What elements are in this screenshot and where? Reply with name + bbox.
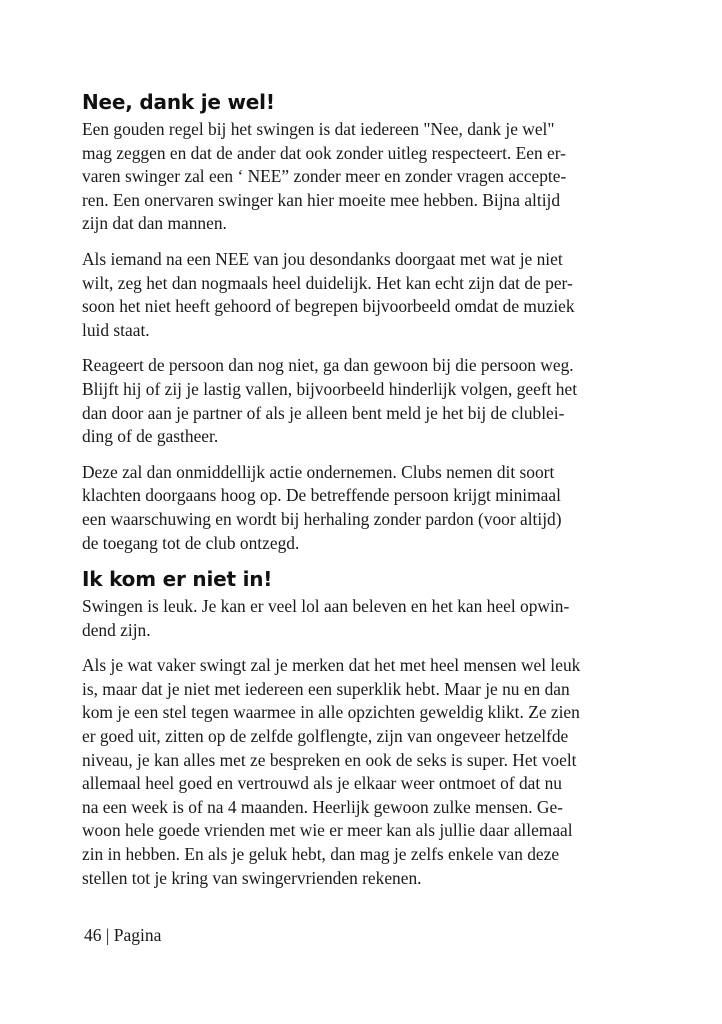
text-line: Een gouden regel bij het swingen is dat iedereen "Nee, dank je wel" xyxy=(82,119,555,139)
text-line: Als je wat vaker swingt zal je merken dat het met heel mensen wel leuk xyxy=(82,655,581,676)
paragraph xyxy=(82,118,642,236)
text-line: niveau, je kan alles met ze bespreken en ook de seks is super. Het voelt xyxy=(82,749,577,770)
text-line: dend zijn. xyxy=(82,619,151,640)
paragraph xyxy=(82,248,642,342)
text-line: zin in hebben. En als je geluk hebt, dan mag je zelfs enkele van deze xyxy=(82,844,560,865)
text-line: varen swinger zal een ‘ NEE” zonder meer en zonder vragen accepte- xyxy=(82,166,567,187)
text-line: allemaal heel goed en vertrouwd als je elkaar weer ontmoet of dat nu xyxy=(82,773,562,794)
text-line: luid staat. xyxy=(82,319,150,340)
text-line: Blijft hij of zij je lastig vallen, bijvoorbeeld hinderlijk volgen, geeft het xyxy=(82,378,578,399)
text-line: de toegang tot de club ontzegd. xyxy=(82,532,300,553)
page-content xyxy=(82,90,642,902)
text-line: is, maar dat je niet met iedereen een superklik hebt. Maar je nu en dan xyxy=(82,678,570,699)
text-line: dan door aan je partner of als je alleen bent meld je het bij de clublei- xyxy=(82,402,565,423)
text-line: er goed uit, zitten op de zelfde golflengte, zijn van ongeveer hetzelfde xyxy=(82,726,569,747)
text-line: Als iemand na een NEE van jou desondanks doorgaat met wat je niet xyxy=(82,248,563,269)
text-line: ding of de gastheer. xyxy=(82,426,219,447)
text-line: kom je een stel tegen waarmee in alle opzichten geweldig klikt. Ze zien xyxy=(82,702,580,723)
section-ik-kom-er-niet-in xyxy=(82,567,642,890)
section-heading: Ik kom er niet in! xyxy=(82,567,273,592)
text-line: stellen tot je kring van swingervrienden rekenen. xyxy=(82,867,422,888)
text-line: woon hele goede vrienden met wie er meer kan als jullie daar allemaal xyxy=(82,820,573,841)
paragraph xyxy=(82,354,642,448)
text-line: een waarschuwing en wordt bij herhaling zonder pardon (voor altijd) xyxy=(82,508,562,529)
section-heading: Nee, dank je wel! xyxy=(82,90,275,114)
text-line: na een week is of na 4 maanden. Heerlijk gewoon zulke mensen. Ge- xyxy=(82,796,563,817)
text-line: mag zeggen en dat de ander dat ook zonder uitleg respecteert. Een er- xyxy=(82,142,566,163)
paragraph xyxy=(82,654,642,890)
text-line: Swingen is leuk. Je kan er veel lol aan beleven en het kan heel opwin- xyxy=(82,596,570,617)
paragraph xyxy=(82,461,642,555)
text-line: Deze zal dan onmiddellijk actie ondernemen. Clubs nemen dit soort xyxy=(82,461,555,482)
page-number-footer: 46 | Pagina xyxy=(84,925,162,945)
text-line: soon het niet heeft gehoord of begrepen bijvoorbeeld omdat de muziek xyxy=(82,296,575,317)
text-line: klachten doorgaans hoog op. De betreffende persoon krijgt minimaal xyxy=(82,485,561,506)
text-line: zijn dat dan mannen. xyxy=(82,213,227,234)
section-nee-dank-je-wel xyxy=(82,90,642,555)
paragraph xyxy=(82,595,642,642)
text-line: ren. Een onervaren swinger kan hier moeite mee hebben. Bijna altijd xyxy=(82,189,561,210)
text-line: Reageert de persoon dan nog niet, ga dan gewoon bij die persoon weg. xyxy=(82,355,574,376)
text-line: wilt, zeg het dan nogmaals heel duidelijk. Het kan echt zijn dat de per- xyxy=(82,272,573,293)
